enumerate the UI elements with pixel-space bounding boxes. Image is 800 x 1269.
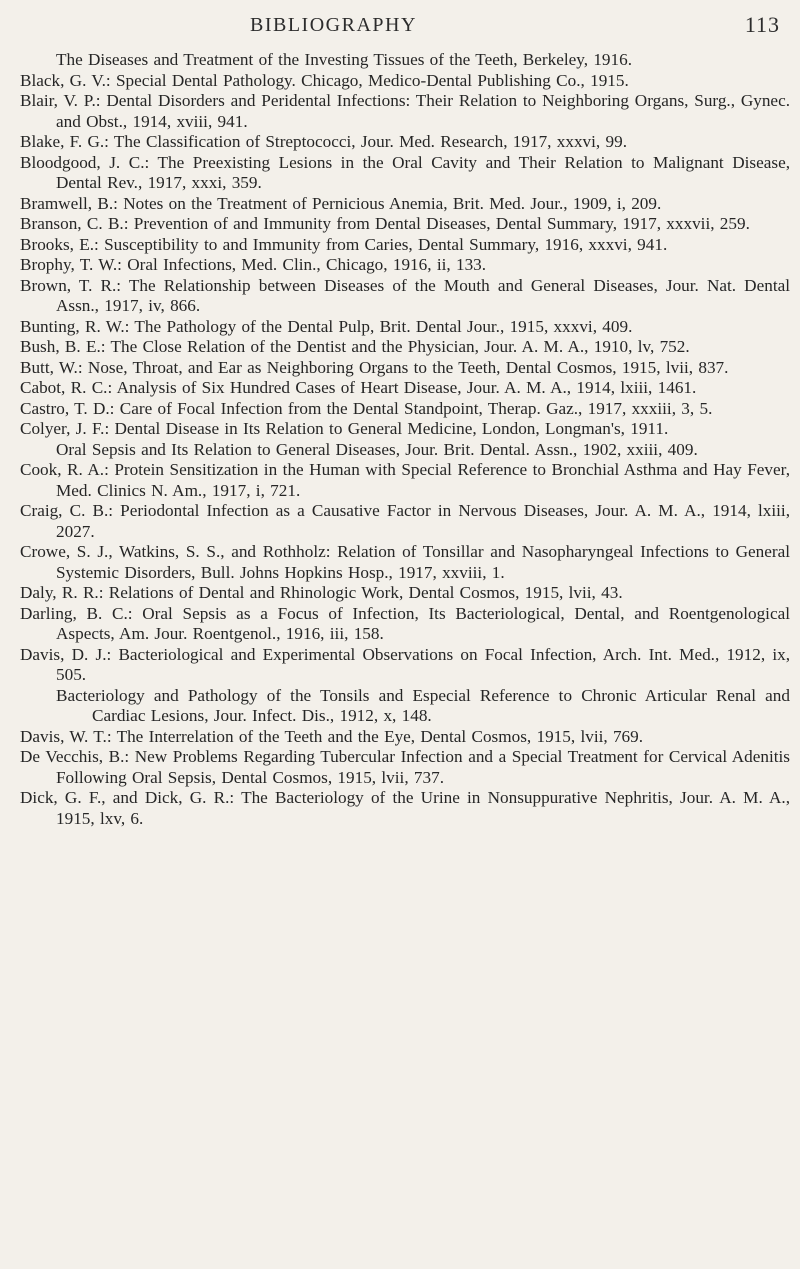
bibliography-list — [20, 50, 790, 829]
bibliography-entry: Butt, W.: Nose, Throat, and Ear as Neighboring Organs to the Teeth, Dental Cosmos, 1915, lvii, 837. — [20, 357, 729, 377]
bibliography-entry: Colyer, J. F.: Dental Disease in Its Relation to General Medicine, London, Longman's, 1911. — [20, 419, 669, 438]
bibliography-entry: The Diseases and Treatment of the Investing Tissues of the Teeth, Berkeley, 1916. — [56, 50, 632, 69]
bibliography-entry: Bunting, R. W.: The Pathology of the Dental Pulp, Brit. Dental Jour., 1915, xxxvi, 409. — [20, 316, 633, 336]
bibliography-entry: Cook, R. A.: Protein Sensitization in the Human with Special Reference to Bronchial Asthma and Hay Fever, Med. Clinics N. Am., 1917, i, 721. — [20, 460, 790, 500]
bibliography-entry: Cabot, R. C.: Analysis of Six Hundred Cases of Heart Disease, Jour. A. M. A., 1914, lxiii, 1461. — [20, 378, 697, 397]
bibliography-entry: Davis, D. J.: Bacteriological and Experimental Observations on Focal Infection, Arch. Int. Med., 1912, ix, 505. — [20, 644, 790, 684]
bibliography-entry: Bramwell, B.: Notes on the Treatment of Pernicious Anemia, Brit. Med. Jour., 1909, i, 209. — [20, 193, 662, 213]
page-number: 113 — [744, 12, 780, 37]
bibliography-entry: Black, G. V.: Special Dental Pathology. Chicago, Medico-Dental Publishing Co., 1915. — [20, 70, 629, 90]
bibliography-entry: Brooks, E.: Susceptibility to and Immunity from Caries, Dental Summary, 1916, xxxvi, 941. — [20, 234, 668, 254]
bibliography-entry: Craig, C. B.: Periodontal Infection as a Causative Factor in Nervous Diseases, Jour. A. M. A., 1914, lxiii, 2027. — [20, 501, 790, 541]
bibliography-entry: Davis, W. T.: The Interrelation of the Teeth and the Eye, Dental Cosmos, 1915, lvii, 769. — [20, 726, 644, 746]
bibliography-entry: Bush, B. E.: The Close Relation of the Dentist and the Physician, Jour. A. M. A., 1910, lv, 752. — [20, 337, 690, 356]
bibliography-entry: Brown, T. R.: The Relationship between Diseases of the Mouth and General Diseases, Jour. Nat. Dental Assn., 1917, iv, 866. — [20, 275, 790, 315]
bibliography-entry: De Vecchis, B.: New Problems Regarding Tubercular Infection and a Special Treatment for Cervical Adenitis Following Oral Sepsis, Dental Cosmos, 1915, lvii, 737. — [20, 747, 790, 787]
bibliography-entry: Dick, G. F., and Dick, G. R.: The Bacteriology of the Urine in Nonsuppurative Nephritis, Jour. A. M. A., 1915, lxv, 6. — [20, 788, 790, 828]
bibliography-entry: Oral Sepsis and Its Relation to General Diseases, Jour. Brit. Dental. Assn., 1902, xxiii, 409. — [56, 439, 698, 459]
running-head-title: BIBLIOGRAPHY — [250, 14, 417, 36]
bibliography-entry: Brophy, T. W.: Oral Infections, Med. Clin., Chicago, 1916, ii, 133. — [20, 255, 487, 274]
bibliography-entry: Bloodgood, J. C.: The Preexisting Lesions in the Oral Cavity and Their Relation to Malignant Disease, Dental Rev., 1917, xxxi, 359. — [20, 152, 790, 192]
bibliography-entry: Blake, F. G.: The Classification of Streptococci, Jour. Med. Research, 1917, xxxvi, 99. — [20, 132, 627, 151]
bibliography-entry: Daly, R. R.: Relations of Dental and Rhinologic Work, Dental Cosmos, 1915, lvii, 43. — [20, 583, 623, 602]
bibliography-entry: Castro, T. D.: Care of Focal Infection from the Dental Standpoint, Therap. Gaz., 1917, xxxiii, 3, 5. — [20, 398, 713, 418]
running-head — [0, 0, 800, 44]
bibliography-entry: Darling, B. C.: Oral Sepsis as a Focus of Infection, Its Bacteriological, Dental, and Roentgenological Aspects, Am. Jour. Roentgenol., 1916, iii, 158. — [20, 603, 790, 643]
bibliography-entry: Crowe, S. J., Watkins, S. S., and Rothholz: Relation of Tonsillar and Nasopharyngeal Infections to General Systemic Disorders, Bull. Johns Hopkins Hosp., 1917, xxviii, 1. — [20, 542, 790, 582]
bibliography-entry: Bacteriology and Pathology of the Tonsils and Especial Reference to Chronic Articular Renal and Cardiac Lesions, Jour. Infect. Dis., 1912, x, 148. — [56, 685, 790, 725]
bibliography-entry: Branson, C. B.: Prevention of and Immunity from Dental Diseases, Dental Summary, 1917, xxxvii, 259. — [20, 214, 750, 233]
bibliography-entry: Blair, V. P.: Dental Disorders and Peridental Infections: Their Relation to Neighboring Organs, Surg., Gynec. and Obst., 1914, xviii, 941. — [20, 91, 790, 131]
